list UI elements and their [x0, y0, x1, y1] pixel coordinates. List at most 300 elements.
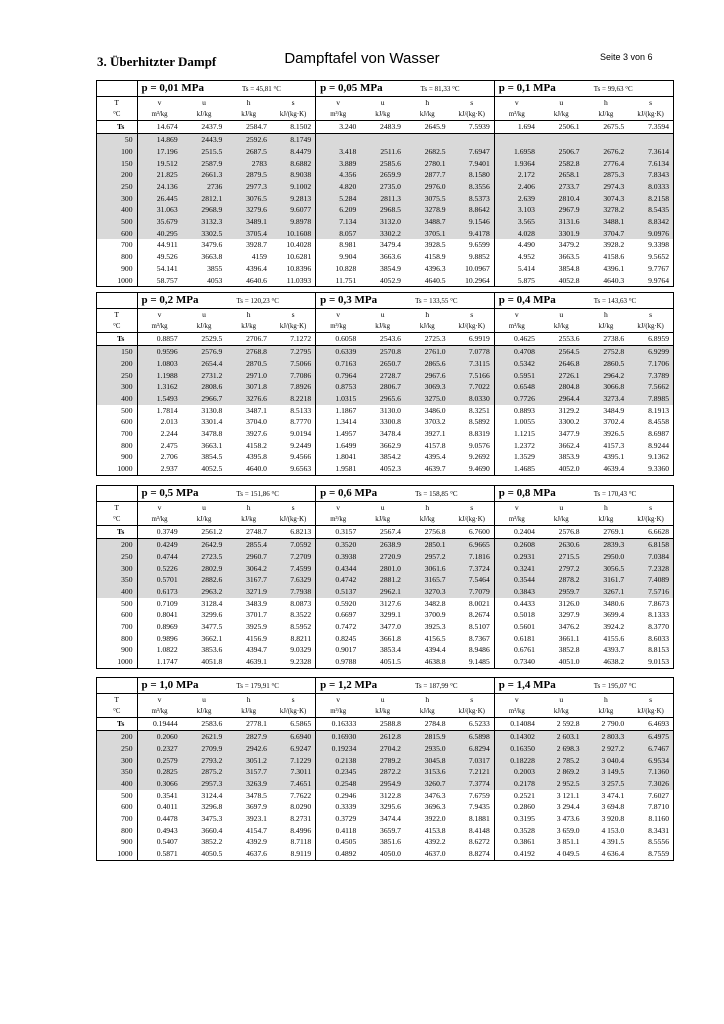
value-cell: 0.2327: [137, 743, 182, 755]
value-cell: 2515.5: [182, 146, 227, 158]
table-row: [97, 216, 673, 228]
value-cell: 5.875: [494, 275, 539, 287]
value-cell: 2748.7: [226, 526, 271, 539]
value-cell: 0.3195: [494, 813, 539, 825]
unit-symbol: kJ/(kg·K): [450, 706, 495, 718]
value-cell: 7.3789: [628, 370, 673, 382]
value-cell: 6.4975: [628, 731, 673, 743]
value-cell: 6.5233: [450, 718, 495, 731]
value-cell: 3075.5: [405, 193, 450, 205]
value-cell: 9.1002: [271, 181, 316, 193]
value-cell: 2875.3: [584, 169, 629, 181]
quantity-symbol: u: [559, 503, 564, 512]
quantity-symbol: h: [246, 310, 251, 319]
value-cell: 8.1502: [271, 121, 316, 134]
value-cell: 0.7109: [137, 598, 182, 610]
value-cell: 3482.8: [424, 598, 446, 608]
value-cell: 3066.8: [584, 381, 629, 393]
temperature-cell: 400: [97, 586, 137, 598]
value-cell: 7.6329: [271, 574, 316, 586]
table-row: [97, 633, 673, 645]
temperature-cell: 350: [97, 766, 137, 778]
value-cell: 7.3026: [628, 778, 673, 790]
value-cell: 3662.4: [558, 440, 580, 450]
value-cell: 7.3724: [450, 563, 495, 575]
value-cell: 3700.9: [424, 610, 446, 620]
value-cell: 7.1272: [271, 333, 316, 346]
value-cell: 2963.2: [182, 586, 227, 598]
value-cell: 7.3115: [450, 358, 495, 370]
value-cell: 7.8710: [648, 802, 669, 812]
value-cell: 3926.5: [603, 429, 625, 439]
temperature-unit: °C: [97, 514, 137, 526]
value-cell: 3854.9: [380, 263, 401, 273]
value-cell: 4050.0: [380, 849, 401, 859]
quantity-symbol: h: [425, 695, 430, 704]
quantity-symbol: u: [380, 98, 385, 107]
value-cell: 8.4558: [648, 417, 669, 427]
value-cell: 3661.8: [380, 633, 401, 643]
value-cell: 7.9401: [450, 158, 495, 170]
value-cell: 3477.5: [201, 622, 223, 632]
table-row: [97, 766, 673, 778]
unit-symbol: kJ/kg: [226, 321, 271, 333]
value-cell: 0.8041: [137, 609, 182, 621]
value-cell: 9.1546: [450, 216, 495, 228]
steam-table-block-4: [96, 677, 674, 861]
value-cell: 3663.5: [558, 252, 580, 262]
value-cell: 6.209: [316, 204, 361, 216]
value-cell: 2706.7: [226, 333, 271, 346]
value-cell: 8.5373: [450, 193, 495, 205]
value-cell: 2780.1: [405, 158, 450, 170]
value-cell: 9.3360: [648, 464, 669, 474]
value-cell: 2850.1: [405, 539, 450, 551]
saturation-label: Ts: [97, 526, 137, 539]
value-cell: 3271.9: [226, 586, 271, 598]
value-cell: 8.2218: [271, 393, 316, 405]
value-cell: 2.172: [494, 169, 539, 181]
value-cell: 3301.9: [539, 228, 584, 240]
value-cell: 2584.7: [226, 121, 271, 134]
pressure-group-header: [137, 81, 316, 97]
quantity-symbol: s: [649, 695, 653, 704]
value-cell: 7.5066: [271, 358, 316, 370]
value-cell: 2793.2: [182, 755, 227, 767]
value-cell: 2582.8: [539, 158, 584, 170]
value-cell: 8.2674: [468, 610, 490, 620]
value-cell: 0.4708: [494, 346, 539, 358]
value-cell: 7.2121: [450, 766, 495, 778]
value-cell: 0.16930: [316, 731, 361, 743]
value-cell: 2529.5: [182, 333, 227, 346]
value-cell: 0.16333: [316, 718, 361, 731]
value-cell: 3 040.4: [584, 755, 629, 767]
value-cell: 2 698.3: [539, 743, 584, 755]
value-cell: 2682.5: [405, 146, 450, 158]
unit-symbol: kJ/kg: [405, 109, 450, 121]
table-row: [97, 381, 673, 393]
value-cell: [628, 134, 673, 146]
table-row: [97, 790, 673, 802]
quantity-symbol: u: [380, 310, 385, 319]
value-cell: 0.19444: [137, 718, 182, 731]
value-cell: 31.063: [137, 204, 182, 216]
value-cell: 0.6181: [494, 633, 539, 645]
value-cell: 8.5556: [648, 837, 669, 847]
value-cell: 0.2404: [494, 526, 539, 539]
value-cell: 4052.8: [558, 275, 580, 285]
value-cell: 8.1881: [468, 814, 490, 824]
value-cell: 4637.0: [424, 849, 446, 859]
value-cell: 3854.2: [380, 452, 401, 462]
value-cell: 0.3729: [316, 813, 361, 825]
value-cell: 8.8642: [450, 204, 495, 216]
value-cell: 3297.9: [558, 610, 580, 620]
value-cell: 2570.8: [360, 346, 405, 358]
value-cell: 0.18228: [494, 755, 539, 767]
value-cell: 14.674: [137, 121, 182, 134]
value-cell: 4156.9: [246, 633, 267, 643]
value-cell: 4639.1: [246, 657, 267, 667]
value-cell: 3854.8: [558, 263, 580, 273]
value-cell: 2.244: [137, 428, 182, 440]
value-cell: 8.9486: [468, 645, 490, 655]
value-cell: 4053: [207, 275, 223, 285]
saturation-row: [97, 718, 673, 731]
value-cell: 0.2608: [494, 539, 539, 551]
table-row: [97, 405, 673, 417]
value-cell: 3928.7: [246, 240, 267, 250]
value-cell: 3853.9: [558, 452, 580, 462]
pressure-label: p = 0,3 MPa: [320, 294, 378, 306]
unit-symbol: kJ/kg: [539, 706, 584, 718]
temperature-cell: 900: [97, 263, 137, 275]
pressure-group-header: [137, 293, 316, 309]
value-cell: 4393.7: [603, 645, 625, 655]
unit-symbol: kJ/kg: [360, 514, 405, 526]
value-cell: 3 257.5: [584, 778, 629, 790]
value-cell: 8.8153: [648, 645, 669, 655]
value-cell: 4156.5: [424, 633, 446, 643]
table-row: [97, 393, 673, 405]
value-cell: 2967.6: [405, 370, 450, 382]
pressure-label: p = 0,4 MPa: [498, 294, 556, 306]
value-cell: 7.5716: [628, 586, 673, 598]
value-cell: 3128.4: [201, 598, 223, 608]
value-cell: 3076.5: [226, 193, 271, 205]
value-cell: 4638.8: [424, 657, 446, 667]
value-cell: 3851.6: [380, 837, 401, 847]
value-cell: 4155.6: [603, 633, 625, 643]
value-cell: 2 785.2: [539, 755, 584, 767]
value-cell: 3045.8: [405, 755, 450, 767]
unit-symbol: kJ/(kg·K): [628, 514, 673, 526]
pressure-group-header: [316, 81, 495, 97]
temperature-cell: 700: [97, 428, 137, 440]
quantity-symbol: v: [137, 694, 182, 706]
value-cell: 3705.1: [405, 228, 450, 240]
value-cell: 0.3843: [494, 586, 539, 598]
value-cell: 8.3556: [450, 181, 495, 193]
table-row: [97, 358, 673, 370]
value-cell: 8.0290: [290, 802, 312, 812]
value-cell: 7.8343: [628, 169, 673, 181]
quantity-symbol: v: [494, 309, 539, 321]
value-cell: 2957.3: [182, 778, 227, 790]
temperature-label: T: [97, 97, 137, 109]
value-cell: 0.4943: [137, 825, 182, 837]
unit-symbol: kJ/kg: [226, 514, 271, 526]
value-cell: 0.3528: [494, 825, 539, 837]
quantity-symbol: s: [649, 310, 653, 319]
value-cell: 4395.4: [424, 452, 446, 462]
value-cell: 8.1913: [648, 405, 669, 415]
value-cell: 2881.2: [360, 574, 405, 586]
value-cell: 2959.7: [539, 586, 584, 598]
steam-table-block-1: [96, 80, 674, 287]
value-cell: 9.9764: [648, 275, 669, 285]
value-cell: 0.9896: [137, 633, 182, 645]
value-cell: 6.4693: [628, 718, 673, 731]
unit-symbol: kJ/kg: [539, 109, 584, 121]
table-row: [97, 848, 673, 860]
value-cell: 1.1215: [494, 428, 539, 440]
value-cell: [539, 134, 584, 146]
value-cell: 3300.2: [558, 417, 580, 427]
value-cell: 4158.6: [603, 252, 625, 262]
quantity-symbol: u: [202, 310, 206, 319]
value-cell: 4159: [251, 252, 267, 262]
value-cell: 6.9247: [271, 743, 316, 755]
quantity-symbol: s: [470, 695, 474, 704]
unit-row: [97, 514, 673, 526]
quantity-symbol: v: [316, 309, 361, 321]
temperature-cell: 500: [97, 216, 137, 228]
unit-symbol: kJ/(kg·K): [271, 321, 316, 333]
value-cell: 3.240: [316, 121, 361, 134]
value-cell: 3165.7: [405, 574, 450, 586]
quantity-symbol: s: [470, 503, 474, 512]
value-cell: 3 473.6: [556, 814, 580, 824]
value-cell: 3296.8: [201, 802, 223, 812]
quantity-symbol: v: [316, 97, 361, 109]
value-cell: 5.414: [494, 263, 539, 275]
unit-symbol: kJ/kg: [584, 109, 629, 121]
value-cell: 2725.3: [405, 333, 450, 346]
value-cell: 0.7163: [316, 358, 361, 370]
value-cell: 0.5137: [316, 586, 361, 598]
temperature-cell: 700: [97, 621, 137, 633]
unit-symbol: m³/kg: [494, 706, 539, 718]
value-cell: 2483.9: [360, 121, 405, 134]
quantity-symbol: h: [425, 310, 430, 319]
temperature-cell: 1000: [97, 463, 137, 475]
quantity-symbol: s: [649, 503, 653, 512]
value-cell: 3 920.8: [601, 814, 625, 824]
value-cell: 0.9788: [316, 656, 361, 668]
value-cell: 40.295: [137, 228, 182, 240]
temperature-cell: 500: [97, 598, 137, 610]
table-row: [97, 263, 673, 275]
value-cell: 2650.7: [360, 358, 405, 370]
temperature-cell: 300: [97, 563, 137, 575]
value-cell: 2808.6: [182, 381, 227, 393]
value-cell: 0.6761: [494, 644, 539, 656]
value-cell: 0.5951: [494, 370, 539, 382]
saturation-label: Ts: [97, 121, 137, 134]
table-row: [97, 440, 673, 452]
value-cell: 3260.7: [405, 778, 450, 790]
quantity-symbol: s: [470, 98, 474, 107]
quantity-symbol: h: [246, 98, 251, 107]
table-row: [97, 251, 673, 263]
value-cell: 1.8041: [316, 451, 361, 463]
steam-table: [97, 678, 673, 860]
value-cell: 4396.4: [246, 263, 267, 273]
value-cell: 7.0778: [450, 346, 495, 358]
value-cell: 2977.3: [226, 181, 271, 193]
unit-symbol: kJ/kg: [584, 706, 629, 718]
value-cell: 2769.1: [584, 526, 629, 539]
value-cell: 0.4192: [494, 848, 539, 860]
value-cell: 8.2158: [628, 193, 673, 205]
steam-table-block-3: [96, 485, 674, 669]
value-cell: 2811.3: [360, 193, 405, 205]
value-cell: 9.2449: [290, 440, 312, 450]
quantity-symbol: h: [603, 310, 608, 319]
temperature-cell: 200: [97, 358, 137, 370]
value-cell: 3478.4: [380, 429, 401, 439]
table-row: [97, 204, 673, 216]
value-cell: 1.694: [494, 121, 539, 134]
value-cell: 2968.9: [182, 204, 227, 216]
value-cell: 2855.4: [226, 539, 271, 551]
value-cell: 2865.6: [405, 358, 450, 370]
pressure-label: p = 0,2 MPa: [141, 294, 199, 306]
value-cell: 4050.5: [201, 849, 223, 859]
value-cell: 2827.9: [226, 731, 271, 743]
value-cell: 0.3520: [316, 539, 361, 551]
value-cell: 9.8852: [468, 252, 490, 262]
value-cell: 0.5407: [137, 836, 182, 848]
value-cell: 4395.1: [603, 452, 625, 462]
saturation-temperature: Ts = 81,33 °C: [420, 85, 460, 93]
saturation-label: Ts: [97, 718, 137, 731]
value-cell: 2.475: [137, 440, 182, 452]
pressure-label: p = 0,01 MPa: [141, 82, 204, 94]
temperature-cell: 250: [97, 743, 137, 755]
value-cell: 2879.5: [226, 169, 271, 181]
value-cell: 2659.9: [360, 169, 405, 181]
value-cell: 9.2813: [271, 193, 316, 205]
table-row: [97, 778, 673, 790]
value-cell: 8.2731: [290, 814, 312, 824]
value-cell: 17.196: [137, 146, 182, 158]
value-cell: 2.937: [137, 463, 182, 475]
value-cell: 3476.2: [558, 622, 580, 632]
value-cell: 2 952.5: [539, 778, 584, 790]
value-cell: 8.8342: [628, 216, 673, 228]
value-cell: 8.1580: [450, 169, 495, 181]
saturation-temperature: Ts = 170,43 °C: [593, 490, 637, 498]
table-row: [97, 428, 673, 440]
value-cell: 7.1360: [628, 766, 673, 778]
unit-symbol: kJ/kg: [182, 706, 227, 718]
value-cell: 3852.8: [558, 645, 580, 655]
value-cell: 3129.2: [558, 405, 580, 415]
value-cell: 0.3339: [316, 801, 361, 813]
value-cell: 0.2521: [494, 790, 539, 802]
value-cell: 3488.7: [405, 216, 450, 228]
value-cell: [360, 134, 405, 146]
value-cell: 2797.2: [539, 563, 584, 575]
saturation-temperature: Ts = 151,86 °C: [236, 490, 279, 498]
value-cell: 7.6759: [468, 790, 490, 800]
value-cell: 8.7559: [648, 849, 669, 859]
table-row: [97, 370, 673, 382]
value-cell: 3477.0: [380, 622, 401, 632]
value-cell: 3.418: [316, 146, 361, 158]
value-cell: 9.3398: [648, 240, 669, 250]
value-cell: 0.2345: [316, 766, 361, 778]
table-row: [97, 574, 673, 586]
table-row: [97, 656, 673, 668]
value-cell: 9.1362: [648, 452, 669, 462]
corner-cell: [97, 678, 137, 694]
value-cell: 0.19234: [316, 743, 361, 755]
quantity-symbol: s: [470, 310, 474, 319]
value-cell: 4158.2: [246, 440, 267, 450]
unit-symbol: kJ/(kg·K): [628, 321, 673, 333]
value-cell: 7.8926: [271, 381, 316, 393]
value-cell: 2971.0: [226, 370, 271, 382]
quantity-symbol: s: [291, 695, 295, 704]
unit-symbol: m³/kg: [316, 706, 361, 718]
value-cell: 3924.2: [603, 622, 625, 632]
value-cell: 3127.6: [380, 598, 401, 608]
value-cell: 2870.5: [226, 358, 271, 370]
value-cell: 4.028: [494, 228, 539, 240]
value-cell: 2942.6: [226, 743, 271, 755]
value-cell: 2661.3: [182, 169, 227, 181]
temperature-unit: °C: [97, 321, 137, 333]
quantity-symbol: v: [137, 97, 182, 109]
value-cell: 3701.7: [246, 610, 267, 620]
value-cell: 3855: [207, 263, 223, 273]
table-row: [97, 275, 673, 287]
unit-symbol: kJ/kg: [405, 514, 450, 526]
value-cell: 0.3066: [137, 778, 182, 790]
corner-cell: [97, 486, 137, 502]
pressure-group-header: [494, 81, 673, 97]
value-cell: 0.2579: [137, 755, 182, 767]
table-row: [97, 563, 673, 575]
value-cell: 8.7367: [468, 633, 490, 643]
value-cell: 2583.6: [182, 718, 227, 731]
value-cell: 0.16350: [494, 743, 539, 755]
table-row: [97, 825, 673, 837]
value-cell: 3663.6: [380, 252, 401, 262]
quantity-symbol: h: [603, 503, 608, 512]
quantity-symbol: h: [603, 98, 608, 107]
pressure-group-header: [316, 678, 495, 694]
saturation-temperature: Ts = 179,91 °C: [236, 682, 279, 690]
value-cell: 0.2060: [137, 731, 182, 743]
temperature-cell: 200: [97, 731, 137, 743]
value-cell: 2878.2: [539, 574, 584, 586]
value-cell: 1.3414: [316, 416, 361, 428]
